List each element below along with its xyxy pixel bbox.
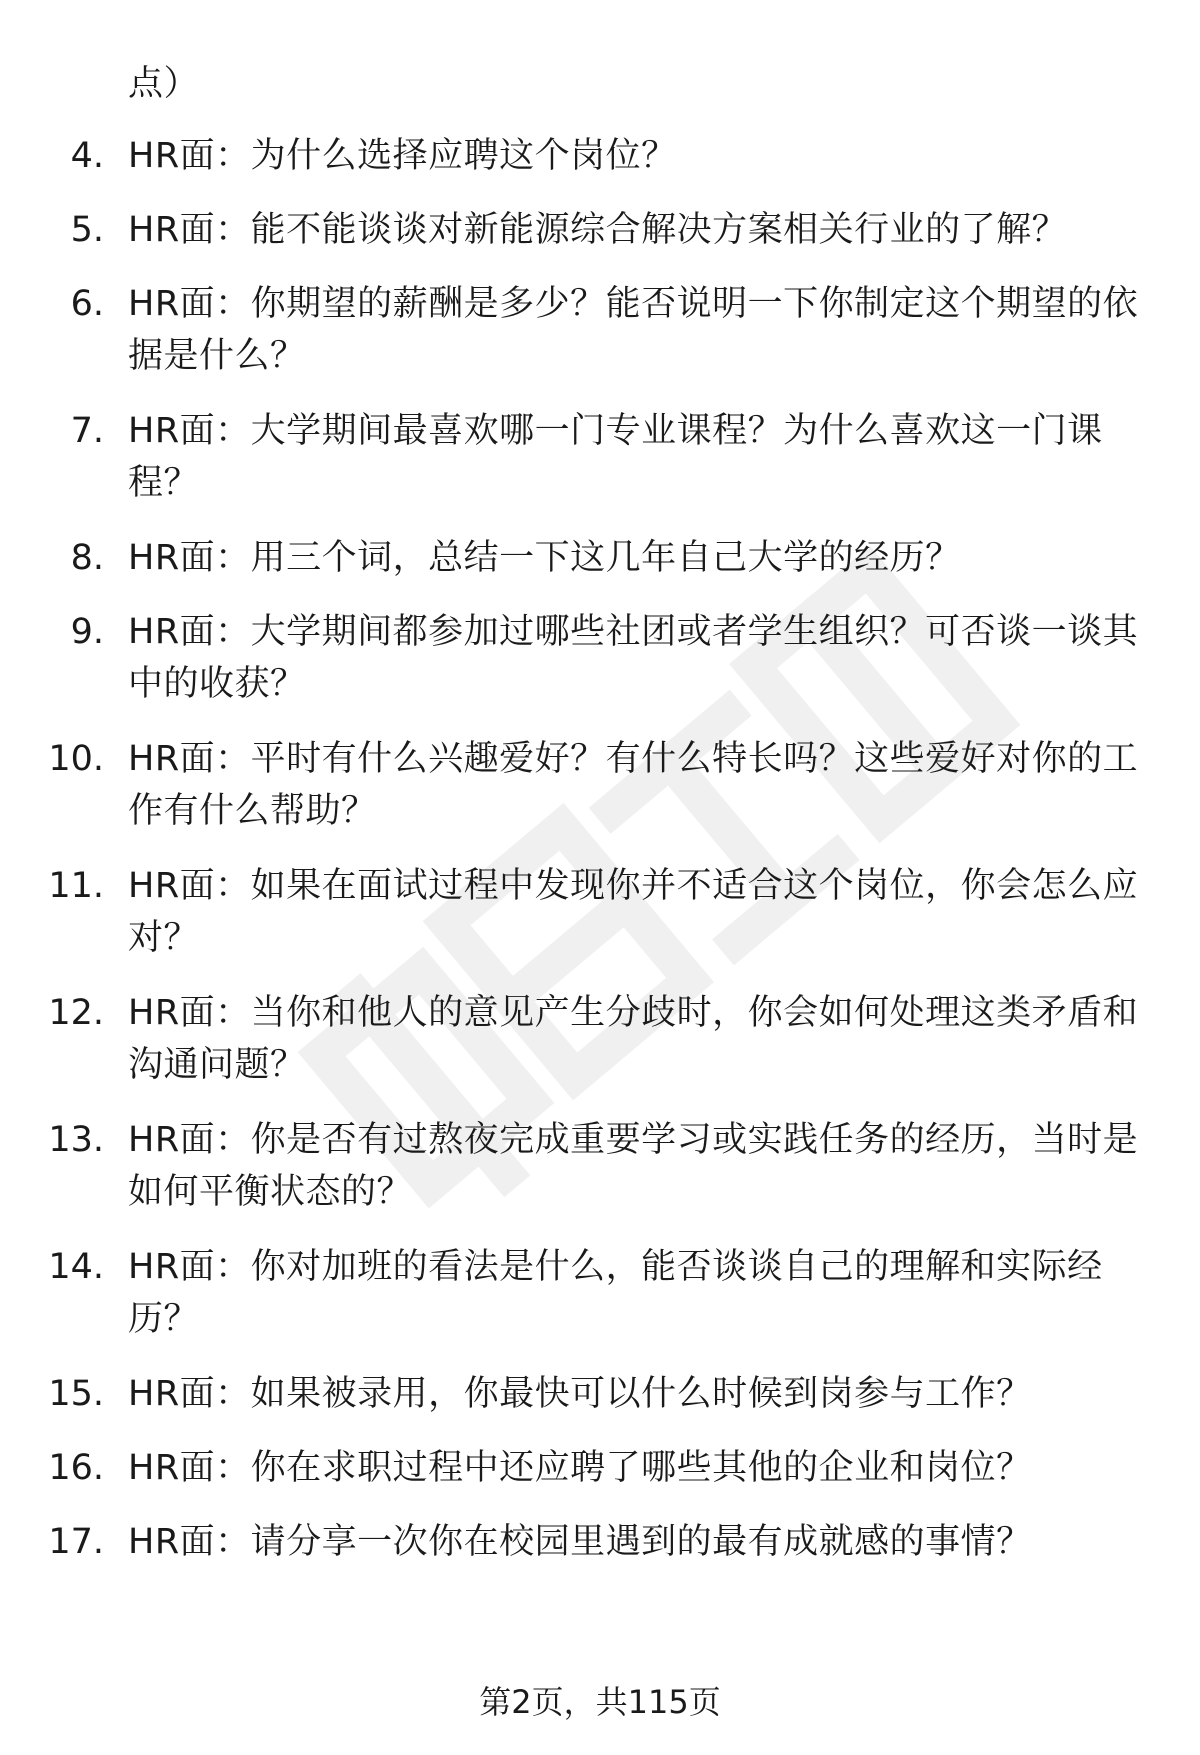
item-number: 11. bbox=[48, 866, 104, 906]
item-number: 16. bbox=[48, 1448, 104, 1488]
item-text: HR面：请分享一次你在校园里遇到的最有成就感的事情？ bbox=[128, 1522, 1032, 1562]
item-text: HR面：当你和他人的意见产生分歧时，你会如何处理这类矛盾和沟通问题？ bbox=[128, 993, 1139, 1085]
item-text: HR面：你期望的薪酬是多少？能否说明一下你制定这个期望的依据是什么？ bbox=[128, 284, 1139, 376]
item-text: HR面：如果被录用，你最快可以什么时候到岗参与工作？ bbox=[128, 1374, 1032, 1414]
item-number: 10. bbox=[48, 739, 104, 779]
item-number: 4. bbox=[70, 136, 104, 176]
item-text: HR面：大学期间都参加过哪些社团或者学生组织？可否谈一谈其中的收获？ bbox=[128, 612, 1139, 704]
page-footer: 第2页，共115页 bbox=[479, 1683, 721, 1721]
item-number: 12. bbox=[48, 993, 104, 1033]
item-text: HR面：用三个词，总结一下这几年自己大学的经历？ bbox=[128, 538, 961, 578]
item-text: HR面：能不能谈谈对新能源综合解决方案相关行业的了解？ bbox=[128, 210, 1068, 250]
item-number: 13. bbox=[48, 1120, 104, 1160]
item-text: HR面：你对加班的看法是什么，能否谈谈自己的理解和实际经历？ bbox=[128, 1247, 1103, 1339]
item-text: HR面：为什么选择应聘这个岗位？ bbox=[128, 136, 677, 176]
continuation-text: 点） bbox=[128, 64, 200, 104]
item-number: 15. bbox=[48, 1374, 104, 1414]
item-text: HR面：你是否有过熬夜完成重要学习或实践任务的经历，当时是如何平衡状态的？ bbox=[128, 1120, 1139, 1212]
item-number: 8. bbox=[70, 538, 104, 578]
item-number: 7. bbox=[70, 411, 104, 451]
item-text: HR面：大学期间最喜欢哪一门专业课程？为什么喜欢这一门课程？ bbox=[128, 411, 1103, 503]
item-text: HR面：你在求职过程中还应聘了哪些其他的企业和岗位？ bbox=[128, 1448, 1032, 1488]
item-number: 17. bbox=[48, 1522, 104, 1562]
item-number: 9. bbox=[70, 612, 104, 652]
item-text: HR面：平时有什么兴趣爱好？有什么特长吗？这些爱好对你的工作有什么帮助？ bbox=[128, 739, 1139, 831]
item-number: 5. bbox=[70, 210, 104, 250]
item-number: 14. bbox=[48, 1247, 104, 1287]
item-text: HR面：如果在面试过程中发现你并不适合这个岗位，你会怎么应对？ bbox=[128, 866, 1139, 958]
item-number: 6. bbox=[70, 284, 104, 324]
